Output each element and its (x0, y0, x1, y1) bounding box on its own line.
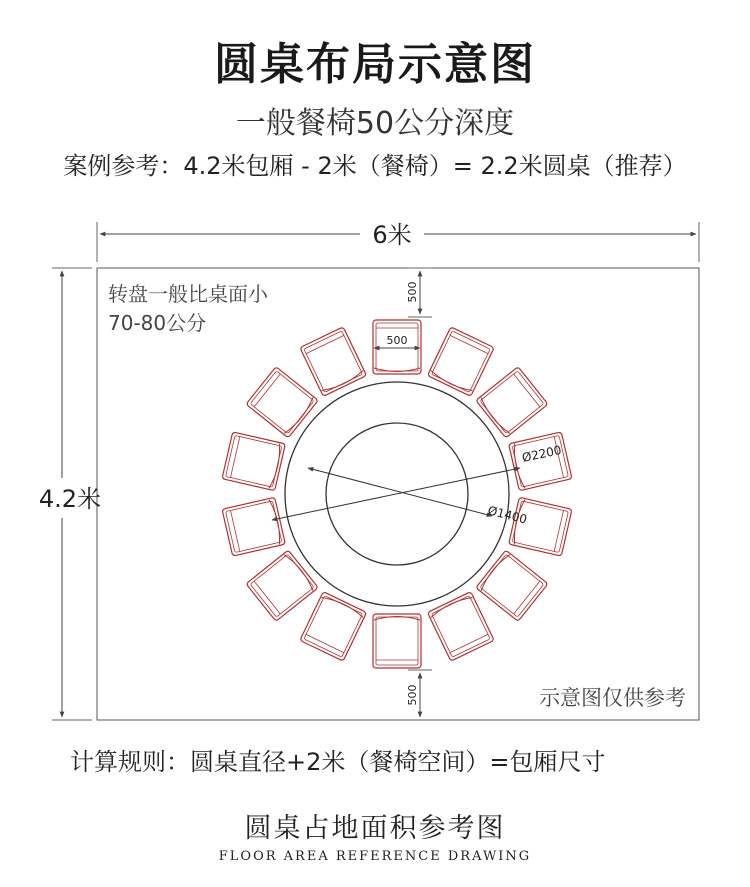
width-label: 6米 (372, 221, 412, 249)
turntable-note-line2: 70-80公分 (108, 311, 207, 335)
page-title: 圆桌布局示意图 (214, 39, 536, 90)
turntable-note-line1: 转盘一般比桌面小 (108, 282, 268, 306)
disclaimer: 示意图仅供参考 (539, 686, 686, 710)
chair-width-label: 500 (386, 334, 408, 347)
chair (222, 497, 285, 556)
caption-chinese: 圆桌占地面积参考图 (244, 813, 506, 844)
bottom-clearance-dimension (406, 670, 432, 717)
chair (300, 327, 367, 396)
bottom-clearance-label: 500 (406, 684, 419, 706)
chair (300, 592, 367, 661)
top-clearance-dimension (406, 268, 432, 317)
page-subtitle: 一般餐椅50公分深度 (235, 106, 515, 141)
turntable-diameter-label: Ø1400 (486, 503, 529, 527)
height-label: 4.2米 (38, 485, 102, 513)
chair (373, 320, 421, 374)
top-clearance-label: 500 (406, 281, 419, 303)
chair (373, 614, 421, 668)
table-diameter-line (272, 468, 520, 520)
chair (427, 592, 494, 661)
chair (222, 432, 285, 491)
example-note: 案例参考：4.2米包厢 - 2米（餐椅）= 2.2米圆桌（推荐） (63, 152, 687, 180)
calculation-rule: 计算规则：圆桌直径+2米（餐椅空间）=包厢尺寸 (70, 748, 606, 776)
width-dimension (97, 221, 699, 262)
chair (509, 497, 572, 556)
height-dimension (39, 268, 101, 720)
caption-english: FLOOR AREA REFERENCE DRAWING (218, 849, 532, 864)
table-diameter-label: Ø2200 (520, 442, 563, 465)
chair (427, 327, 494, 396)
turntable-diameter-line (308, 468, 492, 516)
